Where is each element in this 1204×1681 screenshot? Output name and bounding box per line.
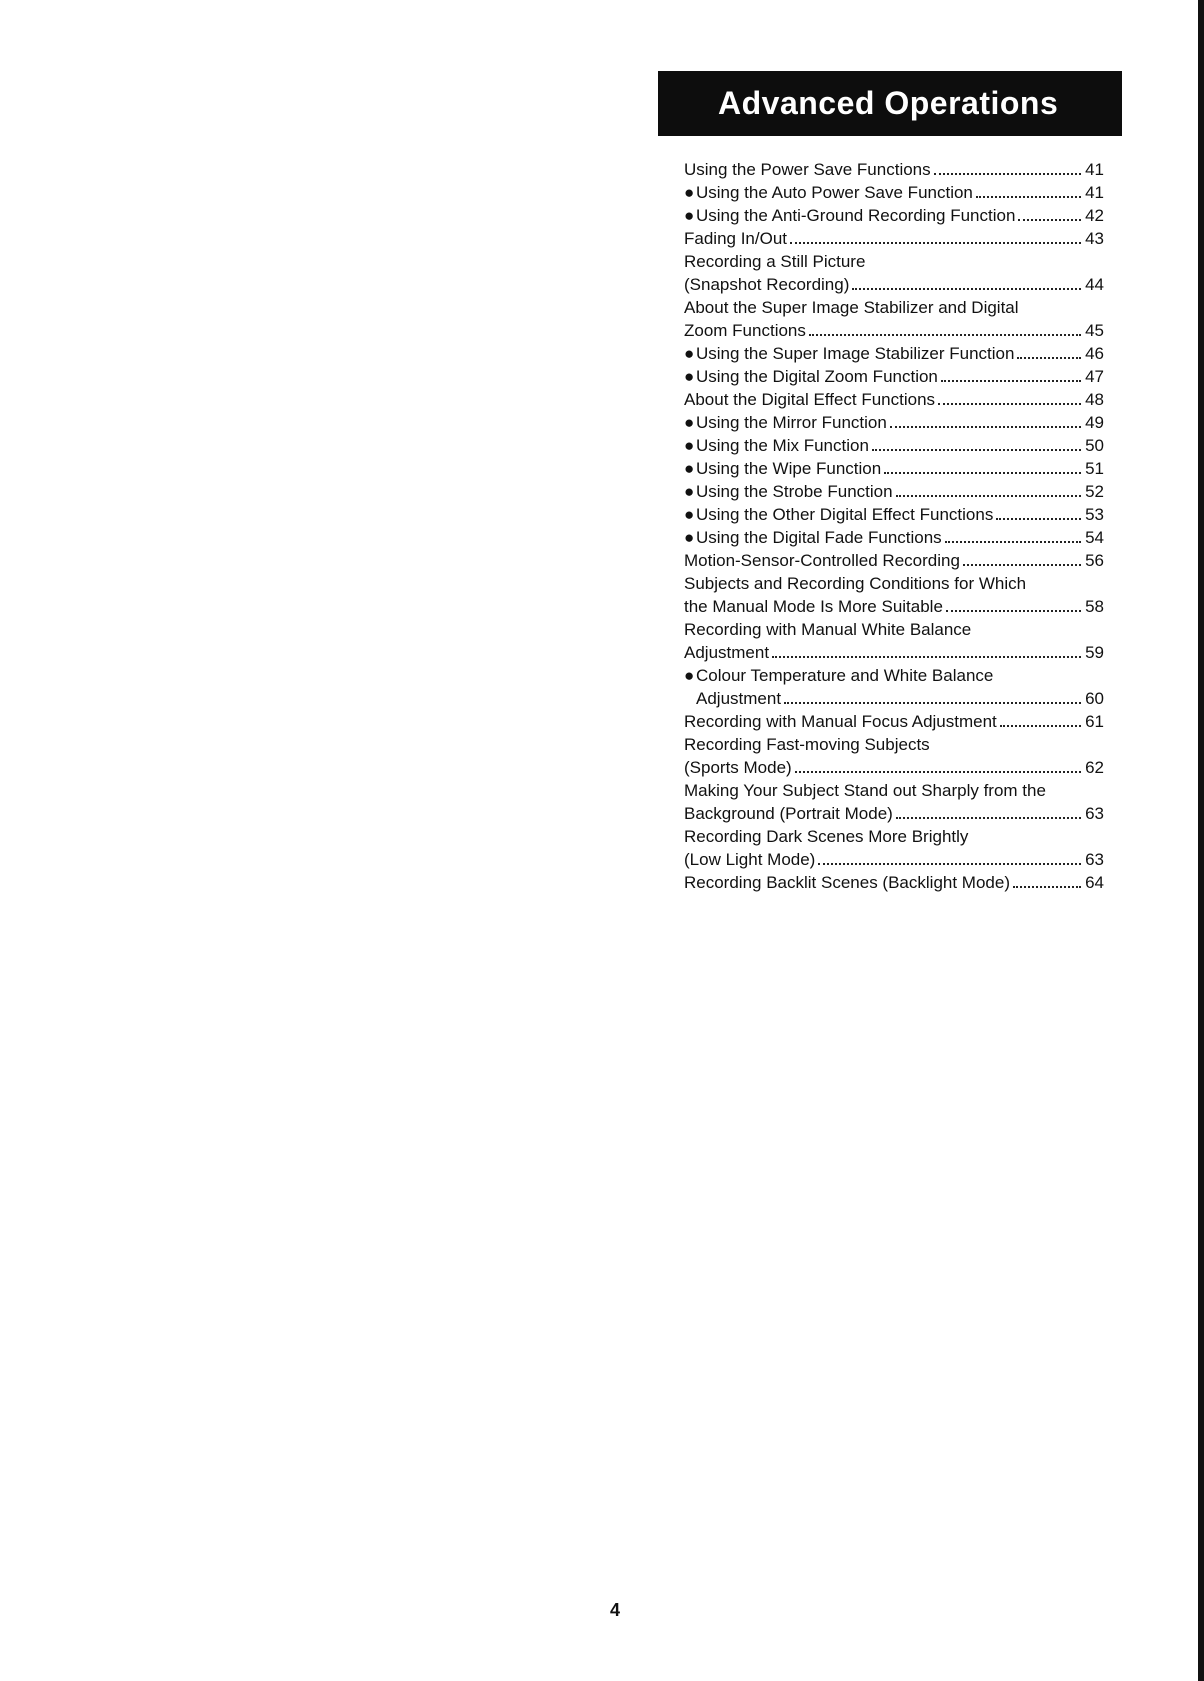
toc-entry-title: Motion-Sensor-Controlled Recording [684,551,960,570]
toc-entry-page: 43 [1085,229,1104,248]
dot-leader [795,771,1081,773]
toc-entry-title: Using the Strobe Function [696,482,893,501]
table-of-contents [684,158,1104,894]
toc-entry-title: Using the Super Image Stabilizer Function [696,344,1015,363]
toc-entry [684,503,1104,526]
toc-entry [684,227,1104,250]
toc-entry [684,687,1104,710]
toc-entry [684,365,1104,388]
bullet-icon: ● [684,206,695,225]
toc-entry-page: 41 [1085,160,1104,179]
toc-entry [684,572,1104,595]
page-number: 4 [610,1600,621,1620]
toc-entry-page: 48 [1085,390,1104,409]
dot-leader [872,449,1081,451]
bullet-icon: ● [684,482,695,501]
dot-leader [946,610,1081,612]
dot-leader [941,380,1081,382]
toc-entry-title: Using the Power Save Functions [684,160,931,179]
toc-entry-title: Making Your Subject Stand out Sharply from the [684,781,1046,800]
toc-entry [684,273,1104,296]
toc-entry [684,480,1104,503]
toc-entry-title: Recording a Still Picture [684,252,866,271]
toc-entry-page: 58 [1085,597,1104,616]
toc-entry [684,158,1104,181]
toc-entry-title: (Low Light Mode) [684,850,816,869]
toc-entry [684,204,1104,227]
toc-entry-page: 53 [1085,505,1104,524]
toc-entry-title: Subjects and Recording Conditions for Which [684,574,1027,593]
dot-leader [1000,725,1081,727]
toc-entry-title: Using the Digital Fade Functions [696,528,942,547]
section-title: Advanced Operations [718,85,1059,121]
toc-entry [684,618,1104,641]
toc-entry-title: Using the Anti-Ground Recording Function [696,206,1016,225]
toc-entry-page: 49 [1085,413,1104,432]
toc-entry-title: Using the Mix Function [696,436,869,455]
toc-entry [684,848,1104,871]
toc-entry-page: 62 [1085,758,1104,777]
dot-leader [809,334,1081,336]
toc-entry [684,802,1104,825]
toc-entry-title: (Snapshot Recording) [684,275,850,294]
dot-leader [963,564,1081,566]
toc-entry-title: Background (Portrait Mode) [684,804,893,823]
section-header [658,71,1122,136]
toc-entry-title: Recording with Manual White Balance [684,620,972,639]
toc-entry-title: Using the Auto Power Save Function [696,183,973,202]
toc-entry-page: 41 [1085,183,1104,202]
toc-entry-title: Adjustment [696,689,782,708]
toc-entry-page: 47 [1085,367,1104,386]
toc-entry-page: 46 [1085,344,1104,363]
toc-entry-title: Using the Digital Zoom Function [696,367,938,386]
toc-entry [684,319,1104,342]
toc-entry [684,250,1104,273]
toc-entry-page: 52 [1085,482,1104,501]
toc-entry-page: 45 [1085,321,1104,340]
toc-entry [684,388,1104,411]
toc-entry-title: Adjustment [684,643,770,662]
toc-entry [684,595,1104,618]
toc-entry [684,779,1104,802]
toc-entry-title: Fading In/Out [684,229,788,248]
toc-entry-page: 56 [1085,551,1104,570]
dot-leader [784,702,1081,704]
toc-entry-page: 59 [1085,643,1104,662]
toc-entry-page: 51 [1085,459,1104,478]
dot-leader [1018,219,1081,221]
toc-entry-title: Using the Mirror Function [696,413,887,432]
toc-entry-title: the Manual Mode Is More Suitable [684,597,943,616]
toc-entry-title: Recording with Manual Focus Adjustment [684,712,997,731]
toc-entry-page: 64 [1085,873,1104,892]
bullet-icon: ● [684,436,695,455]
dot-leader [772,656,1081,658]
dot-leader [890,426,1081,428]
dot-leader [996,518,1081,520]
toc-entry-title: Using the Other Digital Effect Functions [696,505,994,524]
dot-leader [976,196,1081,198]
toc-entry-title: (Sports Mode) [684,758,792,777]
bullet-icon: ● [684,413,695,432]
toc-entry [684,825,1104,848]
toc-entry [684,342,1104,365]
toc-entry-page: 42 [1085,206,1104,225]
toc-entry [684,710,1104,733]
toc-entry-title: Recording Dark Scenes More Brightly [684,827,969,846]
toc-entry-page: 54 [1085,528,1104,547]
bullet-icon: ● [684,459,695,478]
toc-entry-page: 50 [1085,436,1104,455]
dot-leader [938,403,1081,405]
bullet-icon: ● [684,528,695,547]
toc-entry [684,434,1104,457]
dot-leader [945,541,1081,543]
toc-entry [684,871,1104,894]
toc-entry [684,733,1104,756]
toc-entry-title: About the Super Image Stabilizer and Digital [684,298,1019,317]
dot-leader [934,173,1081,175]
toc-entry-page: 60 [1085,689,1104,708]
dot-leader [852,288,1081,290]
toc-entry-page: 63 [1085,850,1104,869]
dot-leader [790,242,1081,244]
dot-leader [1013,886,1081,888]
toc-entry-page: 61 [1085,712,1104,731]
toc-entry-title: Recording Fast-moving Subjects [684,735,930,754]
toc-entry [684,549,1104,572]
dot-leader [896,817,1081,819]
bullet-icon: ● [684,666,695,685]
toc-entry-page: 44 [1085,275,1104,294]
bullet-icon: ● [684,367,695,386]
toc-entry-title: About the Digital Effect Functions [684,390,936,409]
toc-entry-page: 63 [1085,804,1104,823]
dot-leader [884,472,1081,474]
toc-entry-title: Using the Wipe Function [696,459,882,478]
toc-entry-title: Recording Backlit Scenes (Backlight Mode) [684,873,1010,892]
bullet-icon: ● [684,344,695,363]
toc-entry [684,756,1104,779]
toc-entry-title: Zoom Functions [684,321,806,340]
toc-entry [684,296,1104,319]
toc-entry-title: Colour Temperature and White Balance [696,666,994,685]
bullet-icon: ● [684,505,695,524]
toc-entry [684,411,1104,434]
page-edge-border [1198,0,1204,1681]
toc-entry [684,664,1104,687]
toc-entry [684,457,1104,480]
toc-entry [684,181,1104,204]
toc-entry [684,641,1104,664]
dot-leader [1017,357,1081,359]
toc-entry [684,526,1104,549]
dot-leader [896,495,1081,497]
bullet-icon: ● [684,183,695,202]
dot-leader [818,863,1081,865]
